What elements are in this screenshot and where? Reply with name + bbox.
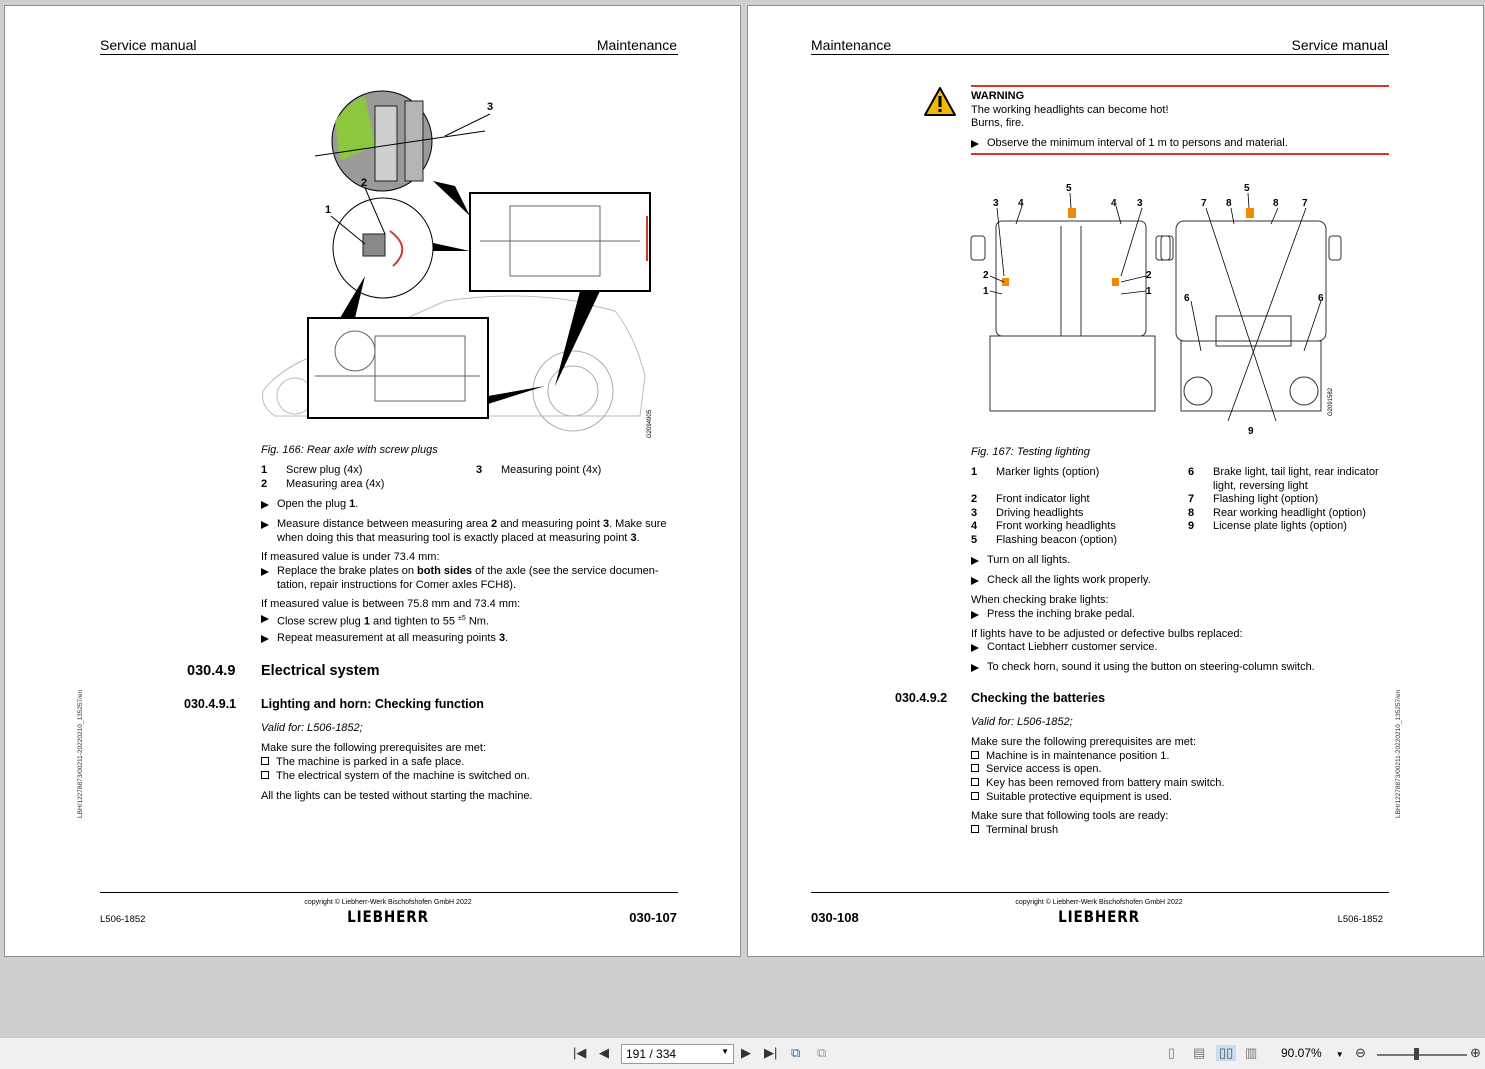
zoom-level[interactable]: 90.07% ▼ <box>1281 1046 1344 1060</box>
header-right: Maintenance <box>596 37 677 53</box>
fig-label: 2 <box>983 270 989 281</box>
zoom-slider-thumb[interactable] <box>1414 1048 1419 1060</box>
bullet-arrow-icon <box>971 611 979 619</box>
section-number: 030.4.9 <box>187 663 236 679</box>
fig-label-3: 3 <box>487 101 494 113</box>
footer-rule <box>811 892 1389 893</box>
prereq-item: The electrical system of the machine is switched on. <box>261 770 530 784</box>
page-left: Service manual Maintenance 3 2 1 G2094905 Fig. 166: Rear axle with screw plugs 1 Screw plug (4x) 2 Measuring area (4x) 3 Measuring point (4x) Open the plug 1. Measure distance between measuring area 2 and measuring point 3. Make sure when doing this that measuring tool is exactly placed at measuring point 3. If measured value is under 73.4 mm: Replace the brake plates on both sides of the axle (see the service documen-tation, repair instructions for Comer axles FCH8). If measured value is between 75.8 mm and 73.4 mm: Close screw plug 1 and tighten to 55 $^{\pm 5}$ Nm. Repeat measurement at all measuring points 3. 030.4.9 Electrical system 030.4.9.1 Lighting and horn: Checking function Valid for: L506-1852; Make sure the following prerequisites are met: The machine is parked in a safe place. The electrical system of the machine is switched on. All the lights can be tested without starting the machine. LBH/12278873/00211-20220210_135257/en copyright © Liebherr-Werk Bischofshofen GmbH 2022 LIEBHERR L506-1852 030-107 <box>4 5 741 957</box>
liebherr-logo: LIEBHERR <box>347 907 429 926</box>
fig-caption: Fig. 166: Rear axle with screw plugs <box>261 444 438 456</box>
checkbox-icon <box>971 792 979 800</box>
beacon-front <box>1068 208 1076 218</box>
fig-label: 1 <box>1146 286 1152 297</box>
fig-caption: Fig. 167: Testing lighting <box>971 446 1090 458</box>
footer-rule <box>100 892 678 893</box>
subsection-number: 030.4.9.2 <box>895 691 948 705</box>
fig-label: 9 <box>1248 426 1254 436</box>
prereq-item: Key has been removed from battery main switch. <box>971 777 1224 791</box>
bullet-arrow-icon <box>261 615 269 623</box>
bullet-arrow-icon <box>971 557 979 565</box>
bullet-arrow-icon <box>971 140 979 148</box>
fig-label: 3 <box>993 198 999 209</box>
legend-item: 6 Brake light, tail light, rear indicator light, reversing light <box>1188 466 1379 492</box>
step-measure: Measure distance between measuring area 2 and measuring point 3. Make sure when doing this that measuring tool is exactly placed at measuring point 3. <box>261 518 681 545</box>
two-page-continuous-icon[interactable]: ▥ <box>1245 1045 1258 1060</box>
fig-label-2: 2 <box>361 177 368 189</box>
section-title: Electrical system <box>261 663 380 679</box>
prereq-item: Machine is in maintenance position 1. <box>971 750 1169 764</box>
page-number-input[interactable]: 191 / 334 ▼ <box>621 1044 734 1064</box>
step-repeat: Repeat measurement at all measuring points 3. <box>261 632 681 646</box>
valid-for: Valid for: L506-1852; <box>971 716 1073 728</box>
fig-label: 6 <box>1318 293 1324 304</box>
first-page-icon[interactable]: |◀ <box>573 1045 587 1060</box>
bullet-arrow-icon <box>261 521 269 529</box>
fig-code: G2091582 <box>1328 387 1334 416</box>
cond-between: If measured value is between 75.8 mm and 73.4 mm: <box>261 598 521 610</box>
page-right: Maintenance Service manual WARNING The working headlights can become hot! Burns, fire. Observe the minimum interval of 1 m to persons and material. 5 3 4 4 3 2 1 2 1 5 7 8 8 7 6 6 9 G2091582 Fig. 167: Testing lighting 1 Marker lights (option) 2 Front indicator light 3 Driving headlights 4 Front working headlights 5 Flashing beacon (option) 6 Brake light, tail light, rear indicator light, reversing light 7 Flashing light (option) 8 Rear working headlight (option) 9 License plate lights (option) Turn on all lights. Check all the lights work properly. When checking brake lights: Press the inching brake pedal. If lights have to be adjusted or defective bulbs replaced: Contact Liebherr customer service. To check horn, sound it using the button on steering-column switch. 030.4.9.2 Checking the batteries Valid for: L506-1852; Make sure the following prerequisites are met: Machine is in maintenance position 1. Service access is open. Key has been removed from battery main switch. Suitable protective equipment is used. Make sure that following tools are ready: Terminal brush LBH/12278873/00211-20220210_135257/en copyright © Liebherr-Werk Bischofshofen GmbH 2022 LIEBHERR 030-108 L506-1852 <box>747 5 1484 957</box>
valid-for: Valid for: L506-1852; <box>261 722 363 734</box>
tool-item: Terminal brush <box>971 824 1058 838</box>
two-page-icon[interactable]: ▯▯ <box>1216 1045 1236 1061</box>
zoom-out-icon[interactable]: ⊖ <box>1355 1045 1366 1060</box>
inset-bottom-left <box>308 318 488 418</box>
viewer-toolbar <box>0 1037 1485 1069</box>
step-close: Close screw plug 1 and tighten to 55 $^{\pm 5}$ Nm. <box>261 612 681 629</box>
step-horn: To check horn, sound it using the button on steering-column switch. <box>971 661 1391 675</box>
prereq-intro: Make sure the following prerequisites are met: <box>971 736 1196 748</box>
cond-brake: When checking brake lights: <box>971 594 1109 606</box>
step-contact: Contact Liebherr customer service. <box>971 641 1391 655</box>
fig-label: 2 <box>1146 270 1152 281</box>
fig-label-1: 1 <box>325 204 332 216</box>
checkbox-icon <box>261 771 269 779</box>
fig-code: G2094905 <box>647 409 653 438</box>
step-replace: Replace the brake plates on both sides of the axle (see the service documen-tation, repair instructions for Comer axles FCH8). <box>261 565 681 592</box>
prereq-item: Suitable protective equipment is used. <box>971 791 1172 805</box>
step-open: Open the plug 1. <box>261 498 681 512</box>
copyright: copyright © Liebherr-Werk Bischofshofen GmbH 2022 <box>304 899 472 906</box>
goto-back-icon[interactable]: ⧉ <box>791 1045 801 1060</box>
zoom-in-icon[interactable]: ⊕ <box>1470 1045 1481 1060</box>
tools-intro: Make sure that following tools are ready: <box>971 810 1169 822</box>
checkbox-icon <box>261 757 269 765</box>
chevron-down-icon[interactable]: ▼ <box>1335 1050 1344 1059</box>
step-check: Check all the lights work properly. <box>971 574 1391 588</box>
side-code: LBH/12278873/00211-20220210_135257/en <box>1395 689 1402 818</box>
fig-label: 8 <box>1226 198 1232 209</box>
subsection-title: Checking the batteries <box>971 691 1106 705</box>
copyright: copyright © Liebherr-Werk Bischofshofen GmbH 2022 <box>1015 899 1183 906</box>
fig-label: 5 <box>1244 183 1250 194</box>
goto-forward-icon[interactable]: ⧉ <box>817 1045 827 1060</box>
checkbox-icon <box>971 778 979 786</box>
continuous-icon[interactable]: ▤ <box>1193 1045 1206 1060</box>
prev-page-icon[interactable]: ◀ <box>599 1045 609 1060</box>
header-rule <box>811 54 1389 55</box>
cond-adjust: If lights have to be adjusted or defective bulbs replaced: <box>971 628 1243 640</box>
checkbox-icon <box>971 751 979 759</box>
header-left: Service manual <box>100 37 197 53</box>
warning-line2: Burns, fire. <box>971 117 1025 129</box>
fig-label: 4 <box>1111 198 1117 209</box>
bullet-arrow-icon <box>261 501 269 509</box>
last-page-icon[interactable]: ▶| <box>764 1045 778 1060</box>
warning-bottom-rule <box>971 153 1389 155</box>
bullet-arrow-icon <box>971 577 979 585</box>
checkbox-icon <box>971 825 979 833</box>
prereq-item: The machine is parked in a safe place. <box>261 756 464 770</box>
fig-label: 7 <box>1302 198 1308 209</box>
prereq-item: Service access is open. <box>971 763 1102 777</box>
warning-action: Observe the minimum interval of 1 m to persons and material. <box>971 137 1391 151</box>
next-page-icon[interactable]: ▶ <box>741 1045 751 1060</box>
model-id: L506-1852 <box>100 914 146 925</box>
subsection-number: 030.4.9.1 <box>184 697 237 711</box>
warning-title: WARNING <box>971 90 1025 102</box>
subsection-title: Lighting and horn: Checking function <box>261 697 484 711</box>
fig-label: 4 <box>1018 198 1024 209</box>
step-turn-on: Turn on all lights. <box>971 554 1391 568</box>
header-right: Service manual <box>1291 37 1388 53</box>
page-number: 030-107 <box>629 910 677 925</box>
beacon-rear <box>1246 208 1254 218</box>
fig-label: 8 <box>1273 198 1279 209</box>
checkbox-icon <box>971 764 979 772</box>
model-id: L506-1852 <box>1337 914 1383 925</box>
all-lights-note: All the lights can be tested without starting the machine. <box>261 790 533 802</box>
figure-lighting <box>966 176 1346 436</box>
bullet-arrow-icon <box>971 664 979 672</box>
warning-line1: The working headlights can become hot! <box>971 104 1169 116</box>
liebherr-logo: LIEBHERR <box>1058 907 1140 926</box>
header-left: Maintenance <box>811 37 892 53</box>
warning-top-rule <box>971 85 1389 87</box>
step-press: Press the inching brake pedal. <box>971 608 1391 622</box>
page-number: 030-108 <box>811 910 859 925</box>
zoom-slider[interactable] <box>1377 1054 1467 1056</box>
bullet-arrow-icon <box>261 568 269 576</box>
warning-triangle-icon <box>923 86 957 118</box>
single-page-icon[interactable]: ▯ <box>1168 1045 1176 1060</box>
side-code: LBH/12278873/00211-20220210_135257/en <box>77 689 84 818</box>
chevron-down-icon[interactable]: ▼ <box>721 1047 729 1056</box>
fig-label: 1 <box>983 286 989 297</box>
fig-label: 7 <box>1201 198 1207 209</box>
figure-rear-axle <box>255 86 655 441</box>
cond-under: If measured value is under 73.4 mm: <box>261 551 440 563</box>
fig-label: 3 <box>1137 198 1143 209</box>
fig-label: 6 <box>1184 293 1190 304</box>
header-rule <box>100 54 678 55</box>
bullet-arrow-icon <box>261 635 269 643</box>
fig-label: 5 <box>1066 183 1072 194</box>
prereq-intro: Make sure the following prerequisites are met: <box>261 742 486 754</box>
bullet-arrow-icon <box>971 644 979 652</box>
